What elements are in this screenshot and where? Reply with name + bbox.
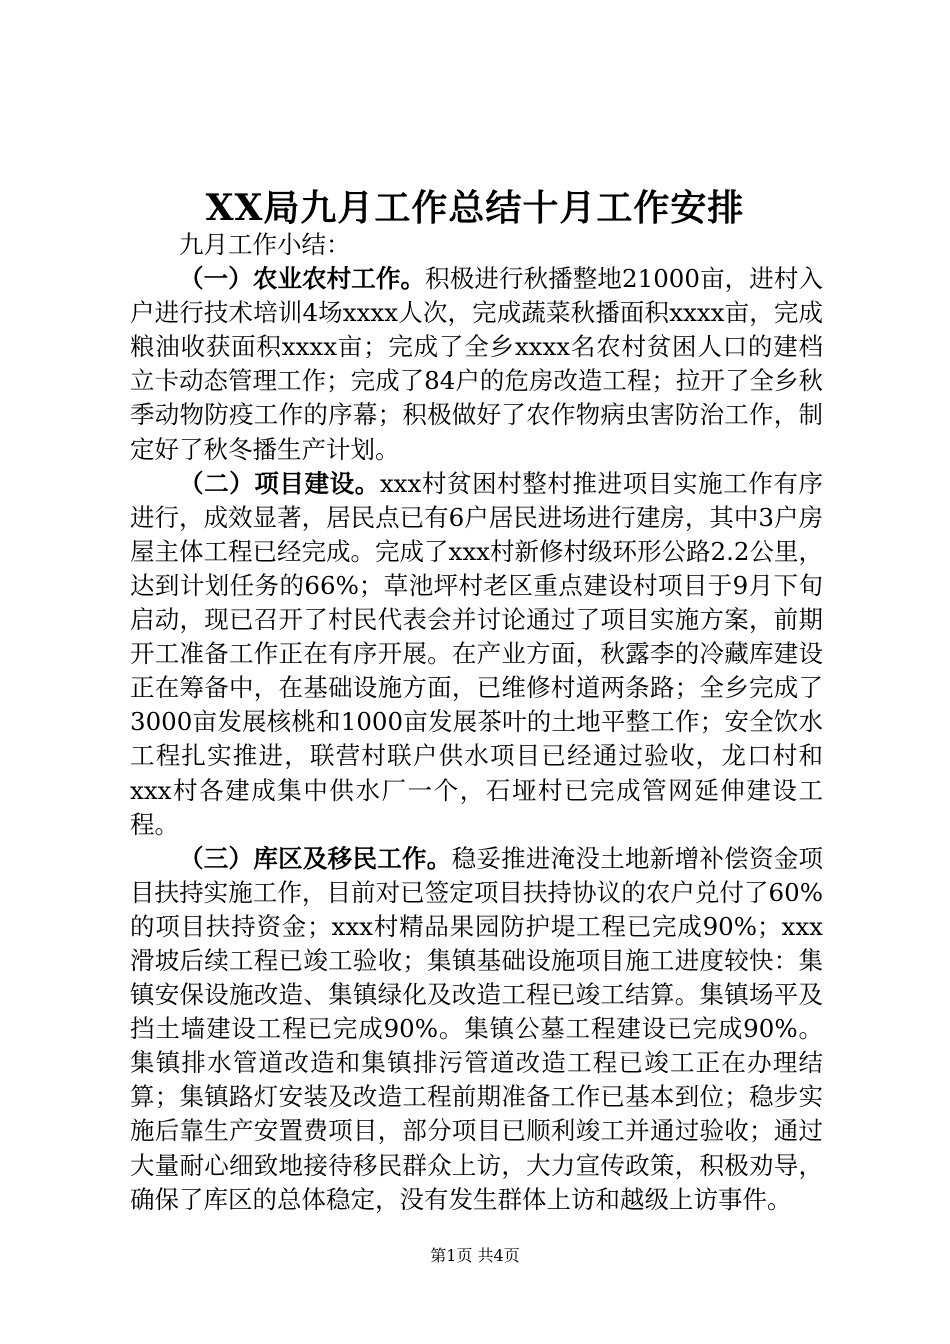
section-paragraph-agriculture <box>130 262 823 467</box>
section-text-projects: xxx村贫困村整村推进项目实施工作有序进行，成效显著，居民点已有6户居民进场进行建房，其中3户房屋主体工程已经完成。完成了xxx村新修村级环形公路2.2公里，达到计划任务的66%；草池坪村老区重点建设村项目于9月下旬启动，现已召开了村民代表会并讨论通过了项目实施方案，前期开工准备工作正在有序开展。在产业方面，秋露李的冷藏库建设正在筹备中，在基础设施方面，已维修村道两条路；全乡完成了3000亩发展核桃和1000亩发展茶叶的土地平整工作；安全饮水工程扎实推进，联营村联户供水项目已经通过验收，龙口村和xxx村各建成集中供水厂一个，石垭村已完成管网延伸建设工程。 <box>130 468 824 839</box>
document-title: XX局九月工作总结十月工作安排 <box>205 187 745 229</box>
section-paragraph-reservoir <box>130 842 823 1217</box>
section-text-agriculture: 积极进行秋播整地21000亩，进村入户进行技术培训4场xxxx人次，完成蔬菜秋播面积xxxx亩，完成粮油收获面积xxxx亩；完成了全乡xxxx名农村贫困人口的建档立卡动态管理工作；完成了84户的危房改造工程；拉开了全乡秋季动物防疫工作的序幕；积极做好了农作物病虫害防治工作，制定好了秋冬播生产计划。 <box>130 264 824 464</box>
page-footer: 第1页 共4页 <box>430 1246 520 1265</box>
section-heading-agriculture: （一）农业农村工作。 <box>179 264 426 294</box>
section-heading-reservoir: （三）库区及移民工作。 <box>179 843 452 873</box>
intro-line: 九月工作小结： <box>179 230 351 259</box>
section-text-reservoir: 稳妥推进淹没土地新增补偿资金项目扶持实施工作，目前对已签定项目扶持协议的农户兑付了60%的项目扶持资金；xxx村精品果园防护堤工程已完成90%；xxx滑坡后续工程已竣工验收；集镇基础设施项目施工进度较快：集镇安保设施改造、集镇绿化及改造工程已竣工结算。集镇场平及挡土墙建设工程已完成90%。集镇公墓工程建设已完成90%。集镇排水管道改造和集镇排污管道改造工程已竣工正在办理结算；集镇路灯安装及改造工程前期准备工作已基本到位；稳步实施后靠生产安置费项目，部分项目已顺利竣工并通过验收；通过大量耐心细致地接待移民群众上访，大力宣传政策，积极劝导，确保了库区的总体稳定，没有发生群体上访和越级上访事件。 <box>130 843 824 1214</box>
document-body <box>130 228 823 1217</box>
section-heading-projects: （二）项目建设。 <box>179 468 380 498</box>
section-paragraph-projects <box>130 467 823 842</box>
